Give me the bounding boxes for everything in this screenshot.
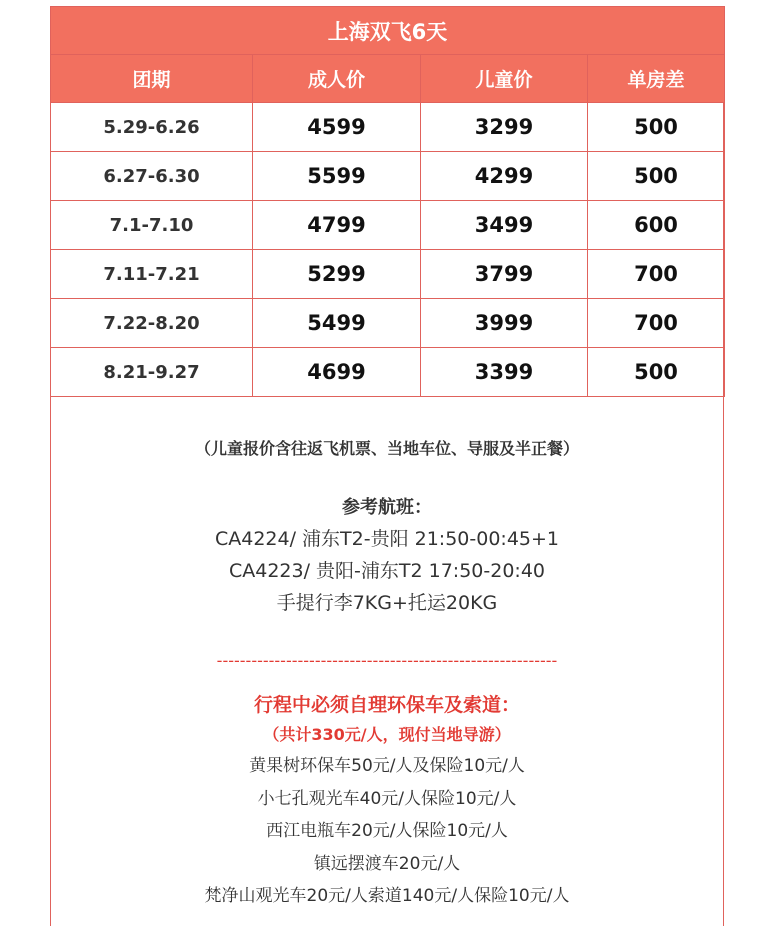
cell-child-price: 4299 <box>421 152 588 201</box>
header-single-supplement: 单房差 <box>588 55 725 103</box>
price-table <box>50 6 725 397</box>
table-row <box>51 152 725 201</box>
cell-date: 5.29-6.26 <box>51 103 253 152</box>
price-card <box>50 6 724 926</box>
flight-line: CA4224/ 浦东T2-贵阳 21:50-00:45+1 <box>214 528 560 550</box>
cell-adult-price: 4799 <box>253 201 421 250</box>
cell-adult-price: 4599 <box>253 103 421 152</box>
fee-item: 西江电瓶车20元/人保险10元/人 <box>266 821 508 841</box>
cell-child-price: 3799 <box>421 250 588 299</box>
table-header-row <box>51 55 725 103</box>
cell-child-price: 3399 <box>421 348 588 397</box>
cell-single-supplement: 600 <box>588 201 725 250</box>
fee-item: 镇远摆渡车20元/人 <box>313 853 461 874</box>
fees-title: 行程中必须自理环保车及索道： <box>253 694 520 716</box>
cell-adult-price: 5599 <box>253 152 421 201</box>
table-row <box>51 250 725 299</box>
child-price-note: （儿童报价含往返飞机票、当地车位、导服及半正餐） <box>194 439 579 458</box>
cell-single-supplement: 500 <box>588 152 725 201</box>
cell-date: 7.1-7.10 <box>51 201 253 250</box>
fees-subtitle: （共计330元/人，现付当地导游） <box>263 725 511 744</box>
cell-single-supplement: 500 <box>588 103 725 152</box>
baggage-allowance: 手提行李7KG+托运20KG <box>276 592 498 614</box>
notes-section <box>51 398 723 913</box>
dashed-divider: ----------------------------------------------------------- <box>216 651 558 670</box>
table-row <box>51 299 725 348</box>
flight-line: CA4223/ 贵阳-浦东T2 17:50-20:40 <box>228 560 545 582</box>
cell-child-price: 3999 <box>421 299 588 348</box>
fee-item: 梵净山观光车20元/人索道140元/人保险10元/人 <box>204 886 570 906</box>
table-row <box>51 201 725 250</box>
table-row <box>51 103 725 152</box>
header-date: 团期 <box>51 55 253 103</box>
cell-date: 7.11-7.21 <box>51 250 253 299</box>
cell-date: 6.27-6.30 <box>51 152 253 201</box>
fee-item: 小七孔观光车40元/人保险10元/人 <box>257 788 517 809</box>
cell-single-supplement: 700 <box>588 299 725 348</box>
cell-adult-price: 4699 <box>253 348 421 397</box>
table-title: 上海双飞6天 <box>51 7 725 55</box>
table-row <box>51 348 725 397</box>
table-title-row <box>51 7 725 55</box>
flight-title: 参考航班： <box>342 497 432 518</box>
cell-date: 8.21-9.27 <box>51 348 253 397</box>
header-adult-price: 成人价 <box>253 55 421 103</box>
cell-single-supplement: 500 <box>588 348 725 397</box>
cell-single-supplement: 700 <box>588 250 725 299</box>
fee-item: 黄果树环保车50元/人及保险10元/人 <box>249 756 525 776</box>
cell-adult-price: 5299 <box>253 250 421 299</box>
cell-child-price: 3499 <box>421 201 588 250</box>
cell-date: 7.22-8.20 <box>51 299 253 348</box>
cell-adult-price: 5499 <box>253 299 421 348</box>
header-child-price: 儿童价 <box>421 55 588 103</box>
cell-child-price: 3299 <box>421 103 588 152</box>
